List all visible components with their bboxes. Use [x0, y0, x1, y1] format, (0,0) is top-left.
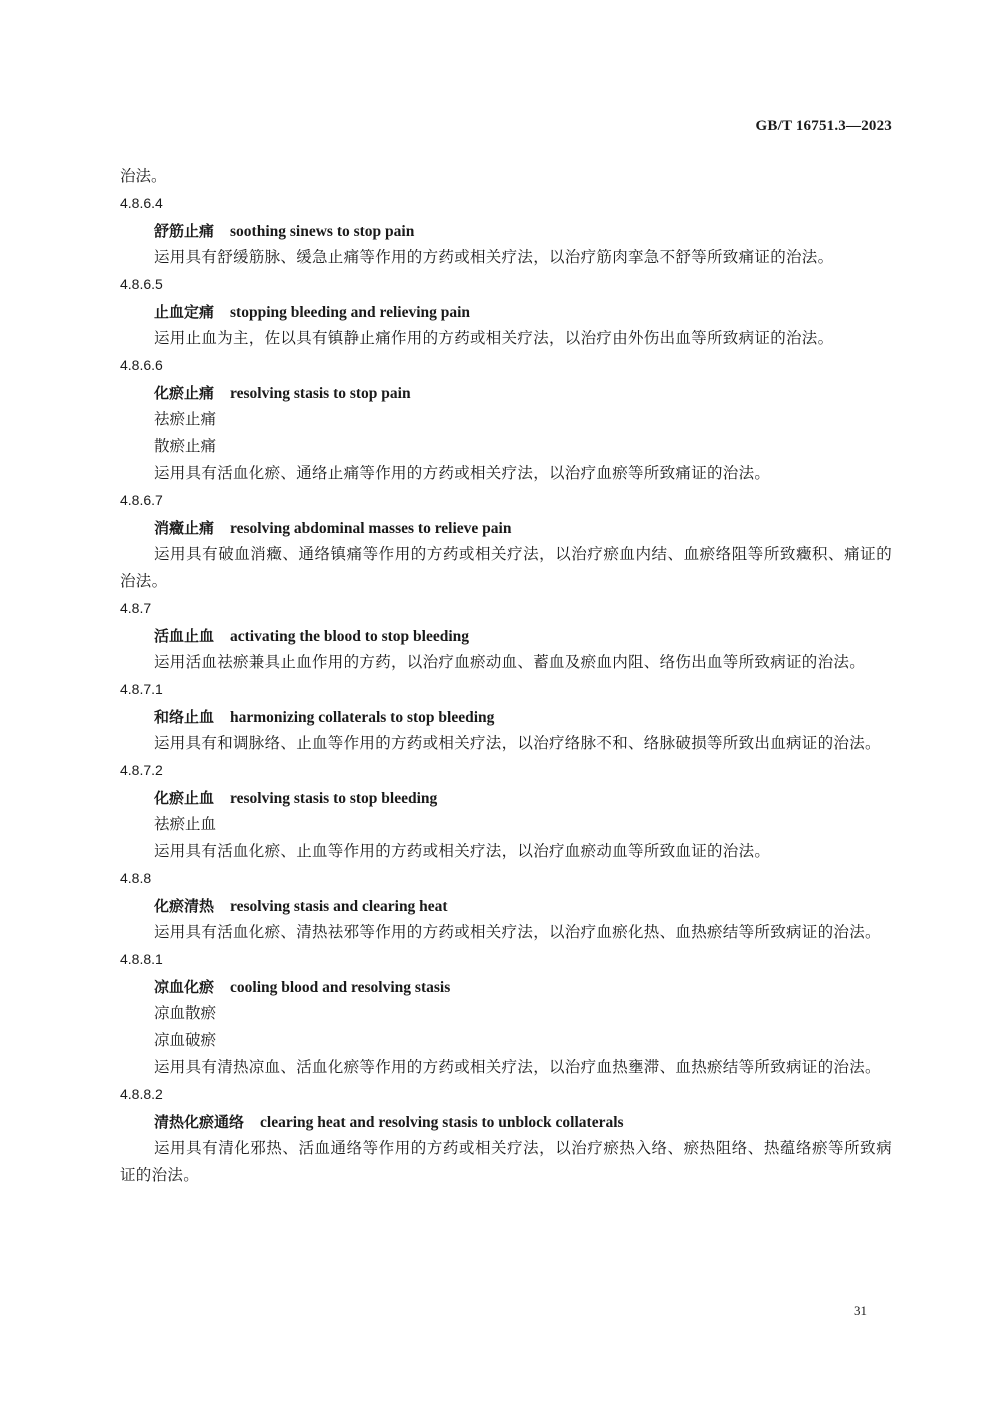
term-entry [120, 352, 892, 487]
term-entry [120, 595, 892, 676]
clause-number: 4.8.6.4 [120, 195, 163, 211]
term-definition: 运用具有清热凉血、活血化瘀等作用的方药或相关疗法，以治疗血热壅滞、血热瘀结等所致病证的治法。 [154, 1058, 881, 1076]
clause-number: 4.8.7.2 [120, 762, 163, 778]
term-heading [120, 973, 892, 1000]
term-heading [120, 703, 892, 730]
term-english: cooling blood and resolving stasis [230, 979, 451, 996]
clause-number: 4.8.6.6 [120, 357, 163, 373]
term-chinese: 舒筋止痛 [154, 222, 215, 240]
term-english: soothing sinews to stop pain [230, 223, 415, 240]
page-number: 31 [854, 1303, 867, 1318]
term-chinese: 凉血化瘀 [154, 978, 215, 996]
term-heading [120, 514, 892, 541]
term-english: activating the blood to stop bleeding [230, 628, 469, 645]
term-definition: 运用具有活血化瘀、止血等作用的方药或相关疗法，以治疗血瘀动血等所致血证的治法。 [154, 842, 771, 860]
term-definition: 运用具有活血化瘀、清热祛邪等作用的方药或相关疗法，以治疗血瘀化热、血热瘀结等所致病证的治法。 [154, 923, 881, 941]
term-chinese: 清热化瘀通络 [154, 1113, 245, 1131]
term-heading [120, 217, 892, 244]
clause-number: 4.8.8.2 [120, 1086, 163, 1102]
term-definition: 运用具有舒缓筋脉、缓急止痛等作用的方药或相关疗法，以治疗筋肉挛急不舒等所致痛证的治法。 [154, 248, 834, 266]
clause-number: 4.8.7.1 [120, 681, 163, 697]
term-entry [120, 676, 892, 757]
term-heading [120, 622, 892, 649]
term-entry [120, 1081, 892, 1189]
term-chinese: 活血止血 [154, 627, 215, 645]
term-chinese: 消癥止痛 [154, 519, 215, 537]
term-chinese: 化瘀止血 [154, 789, 215, 807]
standard-code-header: GB/T 16751.3—2023 [755, 118, 892, 134]
term-definition: 运用具有破血消癥、通络镇痛等作用的方药或相关疗法，以治疗瘀血内结、血瘀络阻等所致癥积、痛证的治法。 [120, 545, 892, 590]
term-definition: 运用具有清化邪热、活血通络等作用的方药或相关疗法，以治疗瘀热入络、瘀热阻络、热蕴络瘀等所致病证的治法。 [120, 1139, 892, 1184]
term-chinese: 化瘀止痛 [154, 384, 215, 402]
term-definition: 运用具有和调脉络、止血等作用的方药或相关疗法，以治疗络脉不和、络脉破损等所致出血病证的治法。 [154, 734, 881, 752]
term-synonym: 祛瘀止血 [154, 815, 217, 833]
clause-number: 4.8.8 [120, 870, 152, 886]
document-body [120, 163, 892, 1189]
term-definition: 运用止血为主，佐以具有镇静止痛作用的方药或相关疗法，以治疗由外伤出血等所致病证的治法。 [154, 329, 834, 347]
term-definition: 运用具有活血化瘀、通络止痛等作用的方药或相关疗法，以治疗血瘀等所致痛证的治法。 [154, 464, 771, 482]
continuation-text: 治法。 [120, 167, 167, 185]
term-entry [120, 757, 892, 865]
clause-number: 4.8.8.1 [120, 951, 163, 967]
term-english: harmonizing collaterals to stop bleeding [230, 709, 495, 726]
term-heading [120, 1108, 892, 1135]
term-english: clearing heat and resolving stasis to unblock collaterals [260, 1114, 624, 1131]
term-entries [120, 190, 892, 1189]
term-synonym: 祛瘀止痛 [154, 410, 217, 428]
term-entry [120, 865, 892, 946]
clause-number: 4.8.6.7 [120, 492, 163, 508]
term-definition: 运用活血祛瘀兼具止血作用的方药，以治疗血瘀动血、蓄血及瘀血内阻、络伤出血等所致病证的治法。 [154, 653, 866, 671]
term-chinese: 和络止血 [154, 708, 215, 726]
term-synonym: 凉血破瘀 [154, 1031, 217, 1049]
term-synonym: 凉血散瘀 [154, 1004, 217, 1022]
term-english: resolving abdominal masses to relieve pain [230, 520, 512, 537]
term-english: resolving stasis to stop pain [230, 385, 411, 402]
term-entry [120, 271, 892, 352]
term-entry [120, 487, 892, 595]
clause-number: 4.8.6.5 [120, 276, 163, 292]
term-heading [120, 379, 892, 406]
clause-number: 4.8.7 [120, 600, 152, 616]
term-english: resolving stasis to stop bleeding [230, 790, 438, 807]
term-chinese: 止血定痛 [154, 303, 215, 321]
term-english: stopping bleeding and relieving pain [230, 304, 471, 321]
term-heading [120, 784, 892, 811]
term-english: resolving stasis and clearing heat [230, 898, 448, 915]
term-entry [120, 946, 892, 1081]
term-chinese: 化瘀清热 [154, 897, 215, 915]
term-entry [120, 190, 892, 271]
term-synonym: 散瘀止痛 [154, 437, 217, 455]
term-heading [120, 892, 892, 919]
term-heading [120, 298, 892, 325]
